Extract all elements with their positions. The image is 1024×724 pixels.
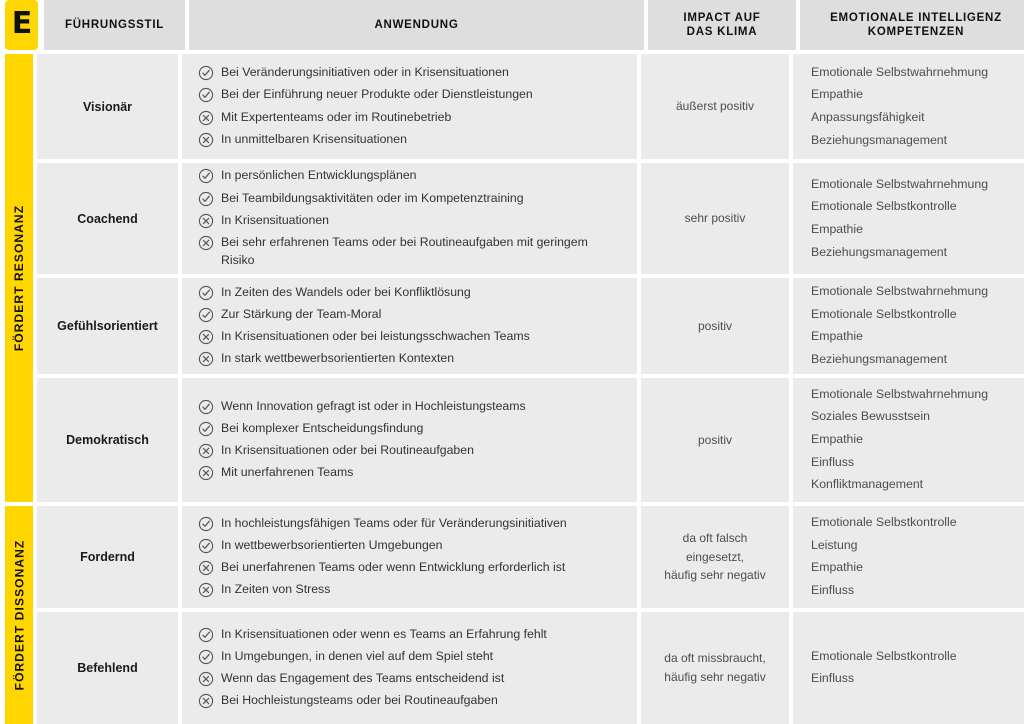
application-item-text: In Zeiten des Wandels oder bei Konfliktlösung	[221, 284, 471, 299]
application-item-text: Bei Veränderungsinitiativen oder in Krisensituationen	[221, 65, 509, 80]
application-item-text: Zur Stärkung der Team-Moral	[221, 306, 382, 321]
cell-impact-klima	[641, 54, 789, 159]
application-list-item	[198, 129, 623, 151]
check-circle-icon	[198, 516, 214, 532]
competency-item: Emotionale Selbstkontrolle	[811, 515, 957, 530]
column-header-label-line2: DAS KLIMA	[686, 26, 758, 38]
impact-value-line: da oft missbraucht,	[664, 651, 766, 666]
application-item-text: In Umgebungen, in denen viel auf dem Spiel steht	[221, 648, 494, 663]
column-header-label: FÜHRUNGSSTIL	[64, 18, 165, 31]
x-circle-icon	[198, 560, 214, 576]
x-circle-icon	[198, 671, 214, 687]
impact-value-line: eingesetzt,	[685, 549, 745, 564]
impact-value: positiv	[697, 432, 732, 447]
x-circle-icon	[198, 329, 214, 345]
check-circle-icon	[198, 649, 214, 665]
cell-impact-klima	[641, 612, 789, 724]
column-header-ei-kompetenzen	[800, 0, 1024, 50]
impact-value-line: da oft falsch	[682, 531, 748, 546]
application-list-item	[198, 418, 623, 440]
application-list-item	[198, 232, 623, 272]
cell-ei-kompetenzen	[793, 278, 1024, 374]
band-label: FÖRDERT DISSONANZ	[12, 539, 27, 691]
application-list-item	[198, 462, 623, 484]
impact-value: äußerst positiv	[675, 99, 755, 114]
application-list-item	[198, 62, 623, 84]
table-row	[37, 378, 1024, 502]
competency-item: Empathie	[811, 560, 863, 575]
competency-item: Beziehungsmanagement	[811, 352, 948, 366]
table-row	[37, 612, 1024, 724]
application-item-text: In hochleistungsfähigen Teams oder für Veränderungsinitiativen	[221, 515, 567, 530]
competency-item: Emotionale Selbstkontrolle	[811, 648, 957, 663]
leadership-style-label: Coachend	[77, 211, 138, 226]
application-list-item	[198, 624, 623, 646]
competency-item: Emotionale Selbstwahrnehmung	[811, 284, 989, 299]
logo-letter: E	[11, 6, 32, 41]
cell-anwendung	[182, 163, 637, 274]
leadership-style-label: Demokratisch	[66, 433, 149, 447]
competency-item: Einfluss	[811, 671, 855, 686]
application-item-text: Bei Teambildungsaktivitäten oder im Kompetenztraining	[221, 190, 524, 205]
check-circle-icon	[198, 538, 214, 554]
application-list-item	[198, 579, 623, 601]
application-item-text: Bei der Einführung neuer Produkte oder Dienstleistungen	[221, 87, 533, 102]
x-circle-icon	[198, 465, 214, 481]
impact-value-line: häufig sehr negativ	[664, 568, 766, 583]
impact-value: positiv	[697, 318, 732, 333]
cell-ei-kompetenzen	[793, 506, 1024, 608]
check-circle-icon	[198, 307, 214, 323]
check-circle-icon	[198, 399, 214, 415]
application-item-text: Bei unerfahrenen Teams oder wenn Entwicklung erforderlich ist	[221, 560, 566, 575]
cell-impact-klima	[641, 163, 789, 274]
cell-impact-klima	[641, 278, 789, 374]
application-item-text: In Krisensituationen	[221, 212, 330, 227]
table-row	[37, 54, 1024, 159]
cell-ei-kompetenzen	[793, 612, 1024, 724]
application-list-item	[198, 282, 623, 304]
column-header-label: ANWENDUNG	[374, 18, 459, 31]
application-list-item	[198, 535, 623, 557]
check-circle-icon	[198, 285, 214, 301]
column-header-label-line2: KOMPETENZEN	[867, 26, 965, 38]
application-item-text: Mit Expertenteams oder im Routinebetrieb	[221, 109, 452, 124]
application-list-item	[198, 690, 623, 712]
competency-item: Emotionale Selbstwahrnehmung	[811, 176, 989, 191]
column-header-label-line1: IMPACT AUF	[683, 11, 761, 24]
competency-item: Empathie	[811, 432, 863, 447]
column-header-impact-klima	[648, 0, 796, 50]
cell-leadership-style	[37, 612, 178, 724]
application-list-item	[198, 187, 623, 209]
cell-impact-klima	[641, 506, 789, 608]
table-row	[37, 506, 1024, 608]
cell-impact-klima	[641, 378, 789, 502]
impact-value	[664, 529, 765, 585]
band-label: FÖRDERT RESONANZ	[12, 204, 26, 352]
competency-item: Empathie	[811, 87, 863, 102]
application-list-item	[198, 304, 623, 326]
application-list-item	[198, 326, 623, 348]
application-item-text: In Krisensituationen oder bei leistungsschwachen Teams	[221, 329, 530, 344]
check-circle-icon	[198, 87, 214, 103]
competency-item: Soziales Bewusstsein	[811, 409, 930, 424]
band-foerdert-dissonanz	[5, 506, 33, 724]
application-list-item	[198, 396, 623, 418]
check-circle-icon	[198, 627, 214, 643]
x-circle-icon	[198, 443, 214, 459]
application-item-text: In Zeiten von Stress	[221, 582, 331, 597]
application-item-text: In unmittelbaren Krisensituationen	[221, 131, 407, 146]
application-list-item	[198, 210, 623, 232]
application-item-text: Wenn das Engagement des Teams entscheidend ist	[221, 671, 505, 686]
competency-item: Emotionale Selbstkontrolle	[811, 306, 957, 321]
competency-item: Anpassungsfähigkeit	[811, 109, 925, 124]
cell-anwendung	[182, 278, 637, 374]
cell-leadership-style	[37, 506, 178, 608]
competency-item: Einfluss	[811, 454, 855, 469]
leadership-style-label: Fordernd	[80, 550, 135, 564]
application-item-text: In persönlichen Entwicklungsplänen	[221, 168, 417, 183]
application-list-item	[198, 513, 623, 535]
competency-item: Beziehungsmanagement	[811, 244, 948, 259]
application-item-text: In wettbewerbsorientierten Umgebungen	[221, 537, 443, 552]
impact-value-line: häufig sehr negativ	[664, 670, 766, 684]
application-list-item	[198, 165, 623, 187]
cell-leadership-style	[37, 378, 178, 502]
band-foerdert-resonanz	[5, 54, 33, 502]
application-item-text: In Krisensituationen oder bei Routineaufgaben	[221, 443, 474, 458]
x-circle-icon	[198, 582, 214, 598]
cell-ei-kompetenzen	[793, 163, 1024, 274]
application-item-text: In stark wettbewerbsorientierten Kontexten	[221, 351, 455, 366]
check-circle-icon	[198, 65, 214, 81]
application-list-item	[198, 646, 623, 668]
impact-value	[664, 649, 765, 686]
cell-ei-kompetenzen	[793, 54, 1024, 159]
competency-item: Konfliktmanagement	[811, 477, 924, 492]
check-circle-icon	[198, 191, 214, 207]
cell-leadership-style	[37, 278, 178, 374]
cell-leadership-style	[37, 54, 178, 159]
competency-item: Leistung	[811, 537, 858, 552]
leadership-style-label: Visionär	[82, 99, 133, 114]
application-item-text: In Krisensituationen oder wenn es Teams an Erfahrung fehlt	[221, 626, 547, 641]
check-circle-icon	[198, 168, 214, 184]
cell-anwendung	[182, 612, 637, 724]
x-circle-icon	[198, 693, 214, 709]
application-item-text: Bei komplexer Entscheidungsfindung	[221, 420, 424, 435]
x-circle-icon	[198, 110, 214, 126]
table-row	[37, 163, 1024, 274]
impact-value: sehr positiv	[684, 211, 746, 226]
x-circle-icon	[198, 235, 214, 251]
competency-item: Empathie	[811, 329, 863, 344]
competency-item: Emotionale Selbstwahrnehmung	[811, 386, 989, 401]
competency-item: Emotionale Selbstwahrnehmung	[811, 64, 989, 79]
competency-item: Emotionale Selbstkontrolle	[811, 199, 957, 214]
application-item-text: Bei sehr erfahrenen Teams oder bei Routineaufgaben mit geringem Risiko	[221, 234, 588, 267]
competency-item: Empathie	[811, 221, 863, 236]
application-item-text: Mit unerfahrenen Teams	[221, 465, 354, 480]
application-list-item	[198, 668, 623, 690]
application-item-text: Bei Hochleistungsteams oder bei Routineaufgaben	[221, 693, 498, 708]
column-header-fuehrungsstil	[44, 0, 185, 50]
x-circle-icon	[198, 132, 214, 148]
application-list-item	[198, 107, 623, 129]
brand-logo	[5, 0, 38, 50]
application-list-item	[198, 440, 623, 462]
table-row	[37, 278, 1024, 374]
column-header-anwendung	[189, 0, 644, 50]
application-item-text: Wenn Innovation gefragt ist oder in Hochleistungsteams	[221, 398, 526, 413]
cell-anwendung	[182, 506, 637, 608]
cell-anwendung	[182, 54, 637, 159]
cell-leadership-style	[37, 163, 178, 274]
application-list-item	[198, 84, 623, 106]
cell-anwendung	[182, 378, 637, 502]
cell-ei-kompetenzen	[793, 378, 1024, 502]
competency-item: Einfluss	[811, 583, 855, 597]
x-circle-icon	[198, 351, 214, 367]
column-header-label-line1: EMOTIONALE INTELLIGENZ	[830, 11, 1002, 24]
leadership-style-label: Befehlend	[77, 661, 138, 675]
x-circle-icon	[198, 213, 214, 229]
application-list-item	[198, 557, 623, 579]
check-circle-icon	[198, 421, 214, 437]
table-header-row	[0, 0, 1024, 50]
application-list-item	[198, 348, 623, 370]
leadership-style-label: Gefühlsorientiert	[57, 319, 158, 333]
competency-item: Beziehungsmanagement	[811, 132, 948, 147]
